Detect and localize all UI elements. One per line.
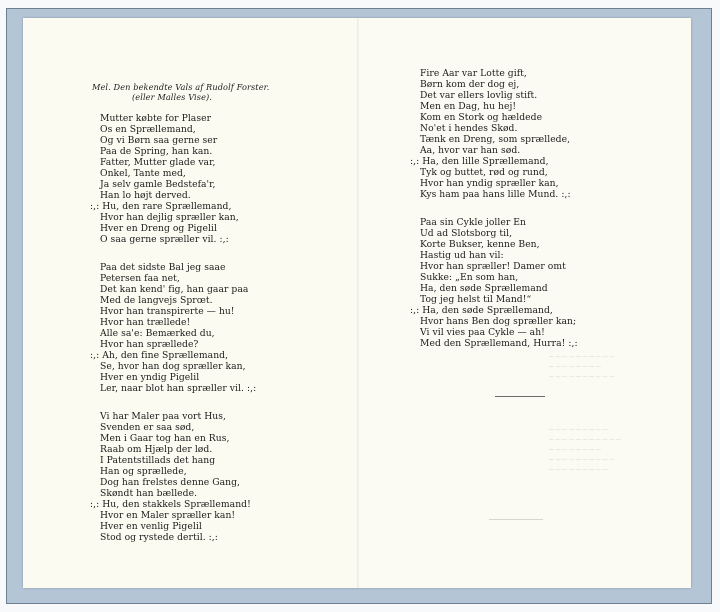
refrain-line: :,: Ha, den lille Sprællemand, bbox=[410, 156, 549, 167]
song-melody-heading: Mel. Den bekendte Vals af Rudolf Forster. bbox=[92, 82, 270, 92]
verse-line: Skøndt han bællede. bbox=[100, 488, 198, 499]
verse-line: Paa sin Cykle joller En bbox=[420, 217, 526, 228]
refrain-line: Tyk og buttet, rød og rund, bbox=[420, 167, 548, 178]
verse-line: Raab om Hjælp der lød. bbox=[100, 444, 213, 455]
verse-line: Han og sprællede, bbox=[100, 466, 187, 477]
verse-line: Os en Sprællemand, bbox=[100, 124, 196, 135]
verse-line: Men i Gaar tog han en Rus, bbox=[100, 433, 230, 444]
verse-line: I Patentstillads det hang bbox=[100, 455, 216, 466]
verse-line: Hvor han transpirerte — hu! bbox=[100, 306, 235, 317]
refrain-line: Hver en yndig Pigelil bbox=[100, 372, 200, 383]
verse-line: Han lo højt derved. bbox=[100, 190, 191, 201]
verse-line: Med de langvejs Sprœt. bbox=[100, 295, 213, 306]
stanza-3 bbox=[90, 411, 332, 543]
verse-line: Børn kom der dog ej, bbox=[420, 79, 520, 90]
verse-line: Ha, den søde Sprællemand bbox=[420, 283, 548, 294]
verse-line: Onkel, Tante med, bbox=[100, 168, 186, 179]
refrain-line: Hvor han yndig spræller kan, bbox=[420, 178, 559, 189]
refrain-line: Hvor han dejlig spræller kan, bbox=[100, 212, 239, 223]
verse-line: Paa det sidste Bal jeg saae bbox=[100, 262, 226, 273]
stanza-2 bbox=[90, 262, 332, 394]
refrain-line: :,: Ah, den fine Sprællemand, bbox=[90, 350, 229, 361]
verse-line: Hvor han sprællede? bbox=[100, 339, 199, 350]
verse-line: Og vi Børn saa gerne ser bbox=[100, 135, 218, 146]
verse-line: Mutter købte for Plaser bbox=[100, 113, 212, 124]
verse-line: Hvor han spræller! Damer omt bbox=[420, 261, 566, 272]
refrain-line: Ler, naar blot han spræller vil. :,: bbox=[100, 383, 257, 394]
verse-line: Tog jeg helst til Mand!“ bbox=[420, 294, 532, 305]
faint-rule bbox=[489, 519, 543, 520]
refrain-line: Hver en venlig Pigelil bbox=[100, 521, 202, 532]
refrain-line: Hvor en Maler spræller kan! bbox=[100, 510, 236, 521]
refrain-line: :,: Ha, den søde Sprællemand, bbox=[410, 305, 553, 316]
refrain-line: Stod og rystede dertil. :,: bbox=[100, 532, 218, 543]
bleed-through-text: ~~~~~~~~~~ ~~~~~~~~ ~~~~~~~~~~ bbox=[548, 352, 616, 381]
page-fold bbox=[357, 18, 359, 588]
song-melody-subheading: (eller Malles Vise). bbox=[132, 92, 213, 102]
verse-line: Sukke: „En som han, bbox=[420, 272, 519, 283]
refrain-line: Hver en Dreng og Pigelil bbox=[100, 223, 217, 234]
verse-line: Aa, hvor var han sød. bbox=[420, 145, 521, 156]
verse-line: Ud ad Slotsborg til, bbox=[420, 228, 513, 239]
refrain-line: O saa gerne spræller vil. :,: bbox=[100, 234, 229, 245]
verse-line: Tænk en Dreng, som sprællede, bbox=[420, 134, 571, 145]
verse-line: Kom en Stork og hældede bbox=[420, 112, 543, 123]
left-page bbox=[92, 60, 332, 560]
verse-line: Fire Aar var Lotte gift, bbox=[420, 68, 527, 79]
verse-line: Fatter, Mutter glade var, bbox=[100, 157, 216, 168]
stanza-1 bbox=[90, 113, 332, 245]
verse-line: No'et i hendes Skød. bbox=[420, 123, 518, 134]
refrain-line: Kys ham paa hans lille Mund. :,: bbox=[420, 189, 571, 200]
bleed-through-text: ~~~~~~~~~ ~~~~~~~~~~~ ~~~~~~~~ ~~~~~~~~~~ ~~~~~~~~~ bbox=[548, 425, 622, 474]
verse-line: Det var ellers lovlig stift. bbox=[420, 90, 538, 101]
verse-line: Det kan kend' fig, han gaar paa bbox=[100, 284, 249, 295]
refrain-line: Med den Sprællemand, Hurra! :,: bbox=[420, 338, 578, 349]
verse-line: Svenden er saa sød, bbox=[100, 422, 195, 433]
stanza-4 bbox=[410, 68, 656, 200]
verse-line: Vi har Maler paa vort Hus, bbox=[100, 411, 226, 422]
stanza-5 bbox=[410, 217, 656, 349]
verse-line: Paa de Spring, han kan. bbox=[100, 146, 213, 157]
verse-line: Hastig ud han vil: bbox=[420, 250, 504, 261]
verse-line: Ja selv gamle Bedstefa'r, bbox=[100, 179, 216, 190]
verse-line: Men en Dag, hu hej! bbox=[420, 101, 517, 112]
verse-line: Dog han frelstes denne Gang, bbox=[100, 477, 241, 488]
verse-line: Alle sa'e: Bemærked du, bbox=[100, 328, 215, 339]
refrain-line: Vi vil vies paa Cykle — ah! bbox=[420, 327, 545, 338]
right-page bbox=[410, 52, 656, 366]
refrain-line: Se, hvor han dog spræller kan, bbox=[100, 361, 246, 372]
verse-line: Petersen faa net, bbox=[100, 273, 180, 284]
end-rule bbox=[495, 396, 545, 397]
refrain-line: Hvor hans Ben dog spræller kan; bbox=[420, 316, 577, 327]
refrain-line: :,: Hu, den stakkels Sprællemand! bbox=[90, 499, 251, 510]
verse-line: Hvor han trællede! bbox=[100, 317, 191, 328]
verse-line: Korte Bukser, kenne Ben, bbox=[420, 239, 540, 250]
refrain-line: :,: Hu, den rare Sprællemand, bbox=[90, 201, 232, 212]
